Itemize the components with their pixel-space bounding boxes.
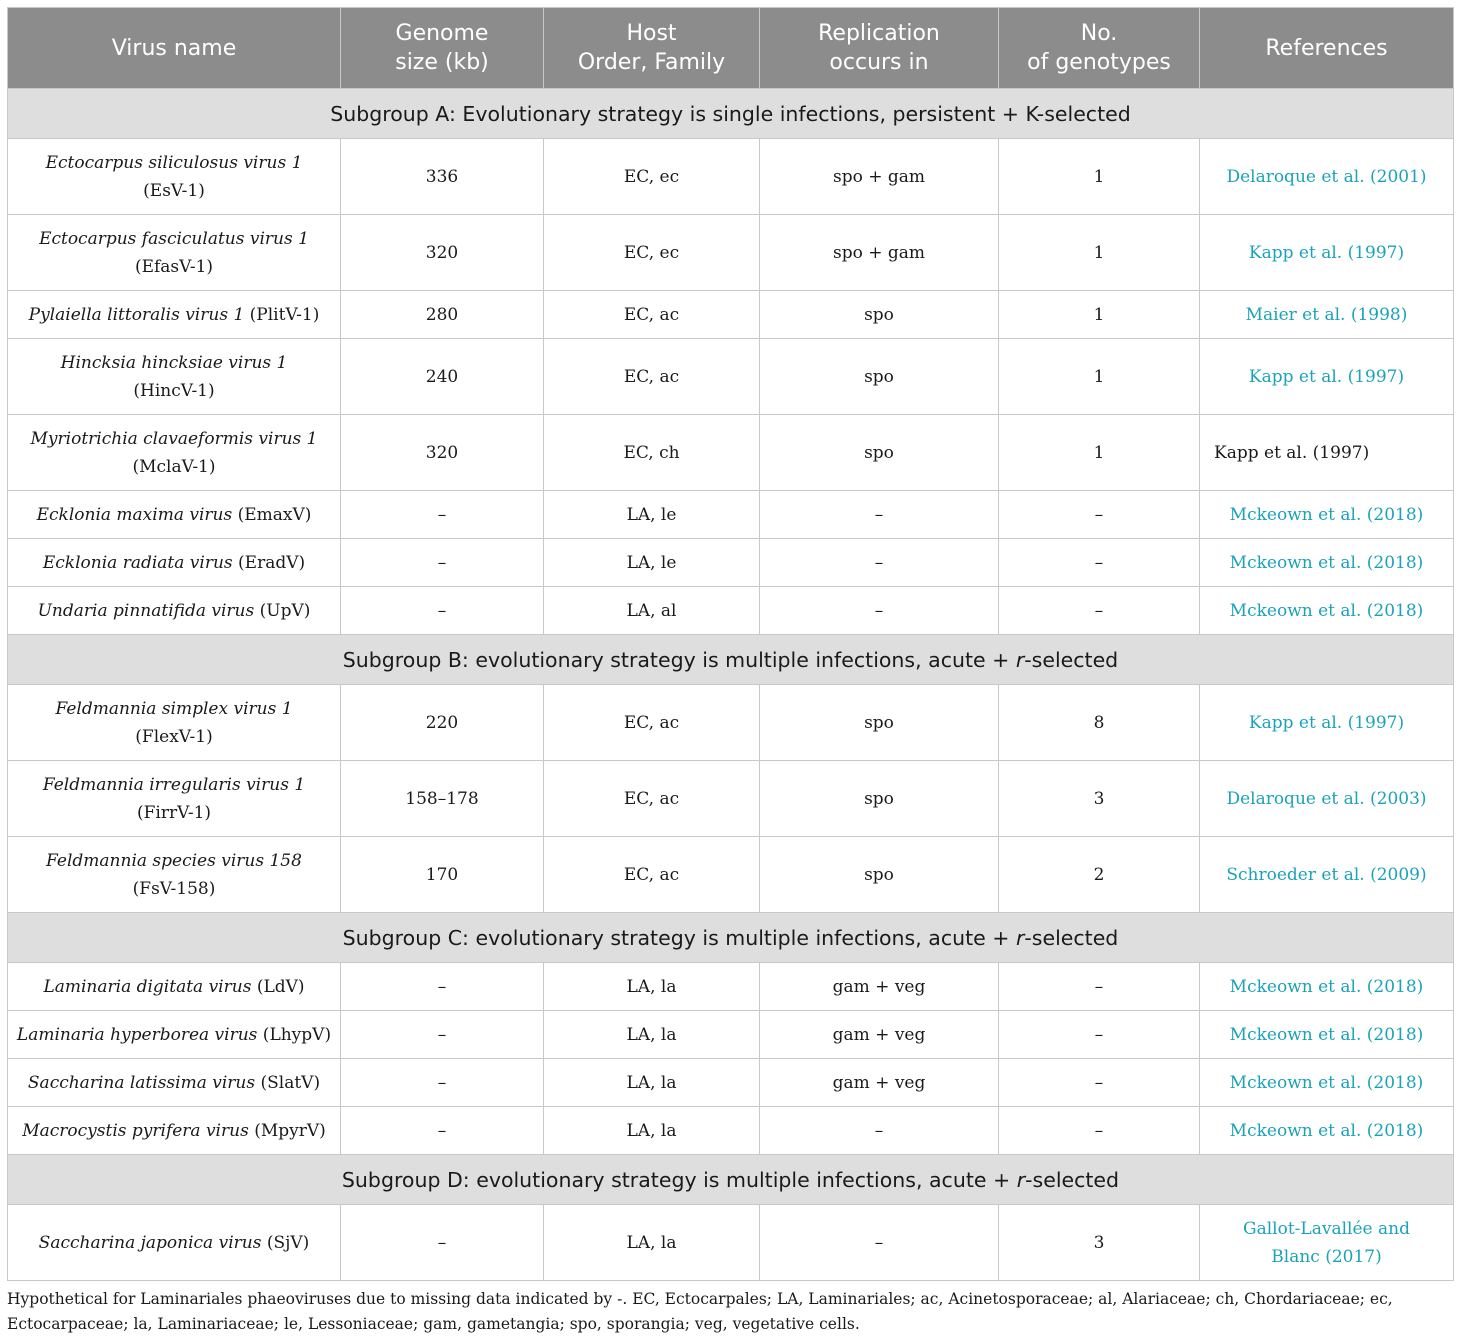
cell-reference (1200, 963, 1454, 1011)
cell-virus-name (8, 837, 341, 913)
header-text: Replication (818, 21, 940, 46)
subgroup-row (8, 89, 1454, 139)
virus-name: Laminaria digitata virus (43, 976, 252, 997)
reference-link[interactable]: Delaroque et al. (2001) (1226, 166, 1427, 187)
header-text: No. (1080, 21, 1118, 46)
cell-genotypes: – (999, 539, 1200, 587)
virus-abbreviation: (EfasV-1) (134, 256, 214, 277)
cell-virus-name (8, 539, 341, 587)
table-body (8, 89, 1454, 1281)
cell-genome-size: 240 (341, 339, 544, 415)
cell-reference (1200, 139, 1454, 215)
subgroup-title-suffix: -selected (1024, 925, 1119, 950)
cell-virus-name (8, 139, 341, 215)
virus-abbreviation: (EmaxV) (232, 504, 312, 525)
cell-replication: – (760, 587, 999, 635)
header-host (544, 8, 760, 89)
cell-replication: – (760, 1205, 999, 1281)
table-row (8, 1011, 1454, 1059)
table-row (8, 963, 1454, 1011)
reference-link[interactable]: Mckeown et al. (2018) (1229, 1072, 1424, 1093)
cell-replication: gam + veg (760, 1059, 999, 1107)
cell-genotypes: – (999, 963, 1200, 1011)
cell-virus-name (8, 291, 341, 339)
cell-host: LA, le (544, 491, 760, 539)
reference-link[interactable]: Mckeown et al. (2018) (1229, 504, 1424, 525)
cell-host: EC, ec (544, 215, 760, 291)
cell-virus-name (8, 1011, 341, 1059)
header-text: of genotypes (1027, 50, 1171, 75)
reference-link[interactable]: Kapp et al. (1997) (1248, 712, 1405, 733)
virus-abbreviation: (PlitV-1) (244, 304, 320, 325)
reference-link[interactable]: Mckeown et al. (2018) (1229, 976, 1424, 997)
cell-reference (1200, 587, 1454, 635)
header-text: Virus name (111, 35, 237, 61)
cell-genotypes: 1 (999, 215, 1200, 291)
table-row (8, 215, 1454, 291)
cell-replication: spo (760, 415, 999, 491)
cell-replication: – (760, 1107, 999, 1155)
cell-genome-size: 320 (341, 215, 544, 291)
cell-reference (1200, 215, 1454, 291)
header-text: occurs in (829, 50, 929, 75)
cell-genotypes: 3 (999, 1205, 1200, 1281)
reference-link[interactable]: Gallot-Lavallée and (1243, 1218, 1410, 1239)
cell-host: LA, le (544, 539, 760, 587)
cell-host: LA, la (544, 1107, 760, 1155)
cell-replication: spo (760, 761, 999, 837)
cell-replication: spo + gam (760, 215, 999, 291)
cell-host: EC, ac (544, 837, 760, 913)
virus-abbreviation: (FlexV-1) (135, 726, 213, 747)
cell-virus-name (8, 215, 341, 291)
cell-genome-size: 170 (341, 837, 544, 913)
virus-name: Ectocarpus siliculosus virus 1 (45, 152, 303, 173)
header-references (1200, 8, 1454, 89)
cell-host: EC, ac (544, 761, 760, 837)
subgroup-title (8, 635, 1454, 685)
subgroup-title-text: Subgroup D: evolutionary strategy is multiple infections, acute + (341, 1167, 1017, 1192)
cell-replication: spo (760, 339, 999, 415)
virus-table (7, 7, 1454, 1281)
cell-replication: spo + gam (760, 139, 999, 215)
reference-link[interactable]: Mckeown et al. (2018) (1229, 1024, 1424, 1045)
cell-genotypes: 1 (999, 291, 1200, 339)
cell-genome-size: – (341, 963, 544, 1011)
cell-reference (1200, 1205, 1454, 1281)
cell-reference (1200, 1059, 1454, 1107)
table-row (8, 1059, 1454, 1107)
document (7, 7, 1453, 1337)
cell-genome-size: – (341, 1107, 544, 1155)
virus-name: Undaria pinnatifida virus (37, 600, 255, 621)
cell-virus-name (8, 685, 341, 761)
cell-virus-name (8, 963, 341, 1011)
virus-name: Feldmannia simplex virus 1 (55, 698, 293, 719)
virus-abbreviation: (LdV) (251, 976, 305, 997)
subgroup-row (8, 635, 1454, 685)
virus-name: Hincksia hincksiae virus 1 (60, 352, 288, 373)
virus-abbreviation: (FirrV-1) (136, 802, 212, 823)
cell-genome-size: – (341, 587, 544, 635)
header-text: size (kb) (395, 50, 489, 75)
cell-genome-size: – (341, 539, 544, 587)
cell-virus-name (8, 415, 341, 491)
subgroup-title-italic: r (1015, 925, 1025, 950)
cell-host: LA, la (544, 1011, 760, 1059)
subgroup-title-suffix: -selected (1025, 1167, 1120, 1192)
cell-host: LA, la (544, 1059, 760, 1107)
cell-genotypes: – (999, 587, 1200, 635)
cell-reference (1200, 1011, 1454, 1059)
cell-genotypes: 1 (999, 415, 1200, 491)
header-virus-name (8, 8, 341, 89)
cell-genotypes: 3 (999, 761, 1200, 837)
reference-link[interactable]: Mckeown et al. (2018) (1229, 552, 1424, 573)
cell-genome-size: 280 (341, 291, 544, 339)
cell-genotypes: – (999, 1059, 1200, 1107)
subgroup-row (8, 1155, 1454, 1205)
cell-replication: – (760, 491, 999, 539)
subgroup-title-italic: r (1016, 1167, 1026, 1192)
table-row (8, 415, 1454, 491)
cell-genotypes: 1 (999, 139, 1200, 215)
table-row (8, 587, 1454, 635)
cell-virus-name (8, 339, 341, 415)
cell-genotypes: – (999, 491, 1200, 539)
cell-replication: – (760, 539, 999, 587)
subgroup-title-text: Subgroup A: Evolutionary strategy is single infections, persistent + (330, 101, 1026, 126)
cell-reference (1200, 685, 1454, 761)
cell-replication: gam + veg (760, 1011, 999, 1059)
cell-genotypes: – (999, 1107, 1200, 1155)
reference-link: Kapp et al. (1997) (1214, 442, 1370, 463)
cell-host: LA, la (544, 1205, 760, 1281)
subgroup-title-italic: r (1015, 647, 1025, 672)
virus-name: Feldmannia species virus 158 (46, 850, 302, 871)
cell-host: EC, ac (544, 291, 760, 339)
cell-replication: spo (760, 685, 999, 761)
table-row (8, 539, 1454, 587)
cell-replication: spo (760, 291, 999, 339)
subgroup-title-suffix: -selected (1024, 647, 1119, 672)
subgroup-title (8, 1155, 1454, 1205)
virus-abbreviation: (EsV-1) (143, 180, 205, 201)
table-row (8, 837, 1454, 913)
cell-host: LA, la (544, 963, 760, 1011)
table-row (8, 761, 1454, 837)
cell-genome-size: 158–178 (341, 761, 544, 837)
virus-abbreviation: (EradV) (232, 552, 306, 573)
cell-reference (1200, 491, 1454, 539)
cell-genotypes: 2 (999, 837, 1200, 913)
virus-name: Feldmannia irregularis virus 1 (42, 774, 306, 795)
virus-abbreviation: (LhypV) (257, 1024, 332, 1045)
subgroup-title-text: Subgroup C: evolutionary strategy is multiple infections, acute + (342, 925, 1016, 950)
header-text: Genome (395, 21, 489, 46)
header-row (8, 8, 1454, 89)
header-text: Host (626, 21, 677, 46)
virus-name: Ecklonia maxima virus (36, 504, 233, 525)
cell-genotypes: 8 (999, 685, 1200, 761)
cell-genotypes: 1 (999, 339, 1200, 415)
reference-link[interactable]: Mckeown et al. (2018) (1229, 1120, 1424, 1141)
cell-host: EC, ac (544, 685, 760, 761)
cell-genome-size: – (341, 1205, 544, 1281)
subgroup-title (8, 913, 1454, 963)
table-footnote: Hypothetical for Laminariales phaeoviruses due to missing data indicated by -. EC, Ectocarpales; LA, Laminariales; ac, Acinetosporaceae; al, Alariaceae; ch, Chordariaceae; ec, Ectocarpaceae; la, Laminariaceae; le, Lessoniaceae; gam, gametangia; spo, sporangia; veg, vegetative cells. (7, 1290, 1393, 1333)
header-genome-size (341, 8, 544, 89)
reference-link[interactable]: Schroeder et al. (2009) (1226, 864, 1427, 885)
virus-name: Macrocystis pyrifera virus (22, 1120, 249, 1141)
reference-link[interactable]: Maier et al. (1998) (1245, 304, 1408, 325)
virus-abbreviation: (FsV-158) (132, 878, 216, 899)
cell-replication: spo (760, 837, 999, 913)
cell-host: EC, ec (544, 139, 760, 215)
virus-abbreviation: (HincV-1) (133, 380, 215, 401)
reference-link[interactable]: Delaroque et al. (2003) (1226, 788, 1427, 809)
cell-virus-name (8, 491, 341, 539)
cell-reference (1200, 415, 1454, 491)
table-row (8, 339, 1454, 415)
header-replication (760, 8, 999, 89)
header-text: Order, Family (577, 50, 726, 75)
cell-genome-size: 220 (341, 685, 544, 761)
cell-host: EC, ac (544, 339, 760, 415)
table-row (8, 685, 1454, 761)
virus-name: Pylaiella littoralis virus 1 (28, 304, 245, 325)
cell-reference (1200, 539, 1454, 587)
reference-link[interactable]: Blanc (2017) (1271, 1246, 1382, 1267)
cell-genome-size: 336 (341, 139, 544, 215)
cell-reference (1200, 291, 1454, 339)
virus-name: Ecklonia radiata virus (42, 552, 233, 573)
subgroup-title-text: Subgroup B: evolutionary strategy is multiple infections, acute + (342, 647, 1016, 672)
cell-reference (1200, 761, 1454, 837)
header-genotypes (999, 8, 1200, 89)
cell-reference (1200, 837, 1454, 913)
virus-name: Ectocarpus fasciculatus virus 1 (39, 228, 309, 249)
reference-link[interactable]: Mckeown et al. (2018) (1229, 600, 1424, 621)
virus-abbreviation: (MclaV-1) (132, 456, 216, 477)
table-row (8, 291, 1454, 339)
cell-host: EC, ch (544, 415, 760, 491)
cell-genome-size: – (341, 1011, 544, 1059)
reference-link[interactable]: Kapp et al. (1997) (1248, 366, 1405, 387)
cell-virus-name (8, 1059, 341, 1107)
virus-name: Saccharina japonica virus (38, 1232, 262, 1253)
table-row (8, 1205, 1454, 1281)
virus-name: Saccharina latissima virus (27, 1072, 256, 1093)
virus-abbreviation: (SlatV) (255, 1072, 321, 1093)
subgroup-title (8, 89, 1454, 139)
table-row (8, 491, 1454, 539)
table-row (8, 139, 1454, 215)
virus-abbreviation: (UpV) (254, 600, 311, 621)
subgroup-title-suffix: K-selected (1025, 101, 1131, 126)
cell-virus-name (8, 1205, 341, 1281)
cell-genotypes: – (999, 1011, 1200, 1059)
cell-virus-name (8, 587, 341, 635)
subgroup-row (8, 913, 1454, 963)
virus-name: Myriotrichia clavaeformis virus 1 (30, 428, 318, 449)
virus-name: Laminaria hyperborea virus (16, 1024, 258, 1045)
cell-reference (1200, 1107, 1454, 1155)
cell-genome-size: – (341, 1059, 544, 1107)
cell-genome-size: 320 (341, 415, 544, 491)
reference-link[interactable]: Kapp et al. (1997) (1248, 242, 1405, 263)
cell-reference (1200, 339, 1454, 415)
cell-genome-size: – (341, 491, 544, 539)
virus-abbreviation: (MpyrV) (248, 1120, 326, 1141)
virus-abbreviation: (SjV) (261, 1232, 310, 1253)
cell-host: LA, al (544, 587, 760, 635)
header-text: References (1265, 35, 1388, 61)
table-row (8, 1107, 1454, 1155)
cell-virus-name (8, 761, 341, 837)
cell-virus-name (8, 1107, 341, 1155)
cell-replication: gam + veg (760, 963, 999, 1011)
